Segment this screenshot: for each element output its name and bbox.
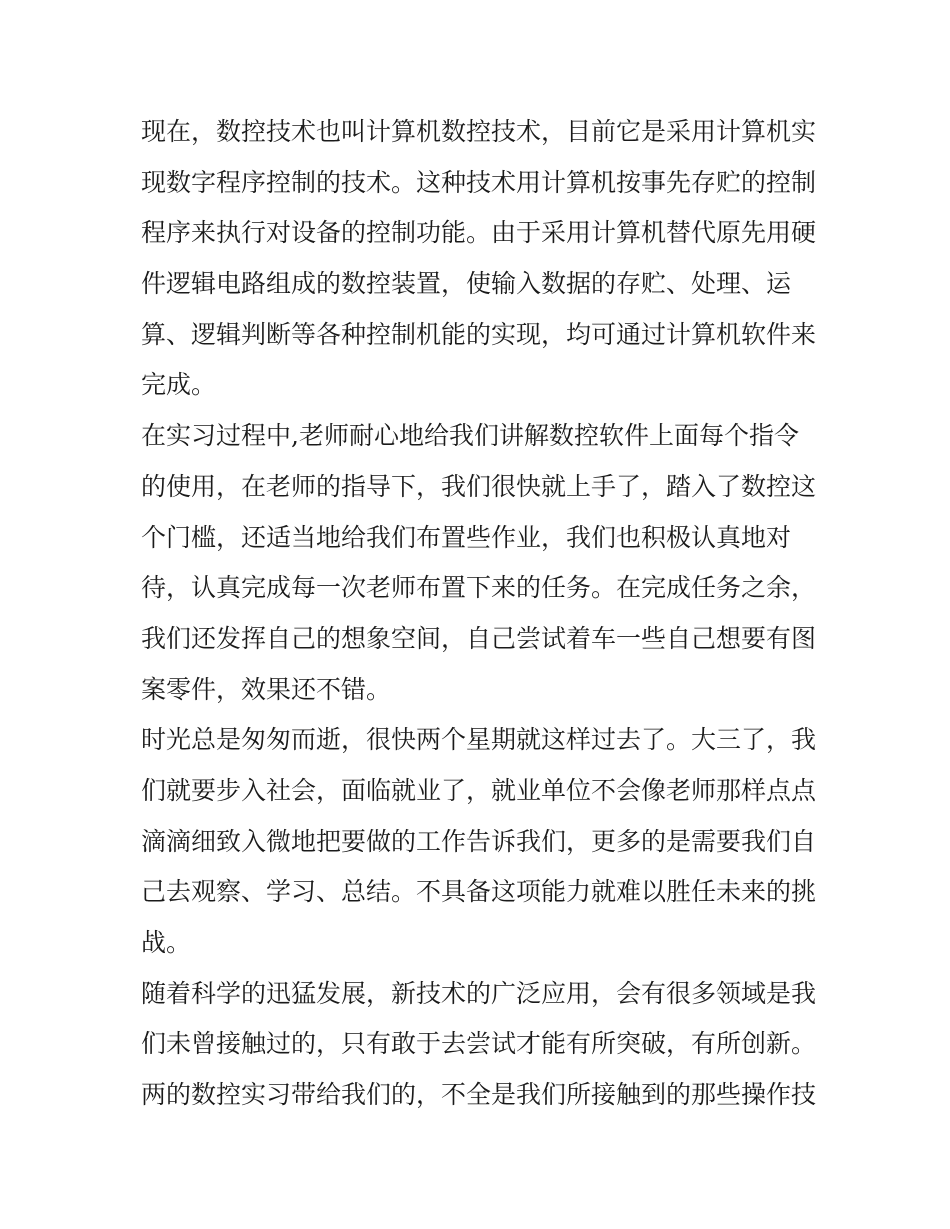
text-line: 程序来执行对设备的控制功能。由于采用计算机替代原先用硬 <box>141 218 817 248</box>
text-line: 己去观察、学习、总结。不具备这项能力就难以胜任未来的挑 <box>141 877 817 907</box>
text-line: 的使用，在老师的指导下，我们很快就上手了，踏入了数控这 <box>141 471 817 501</box>
text-line: 们就要步入社会，面临就业了，就业单位不会像老师那样点点 <box>141 775 817 805</box>
text-line: 案零件，效果还不错。 <box>141 674 392 704</box>
text-line: 现数字程序控制的技术。这种技术用计算机按事先存贮的控制 <box>141 167 817 197</box>
text-line: 战。 <box>141 928 192 957</box>
text-line: 两的数控实习带给我们的，不全是我们所接触到的那些操作技 <box>141 1080 817 1110</box>
text-line: 个门槛，还适当地给我们布置些作业，我们也积极认真地对 <box>141 522 792 552</box>
text-line: 滴滴细致入微地把要做的工作告诉我们，更多的是需要我们自 <box>141 826 817 856</box>
text-line: 时光总是匆匆而逝，很快两个星期就这样过去了。大三了，我 <box>141 725 817 755</box>
text-line: 待，认真完成每一次老师布置下来的任务。在完成任务之余， <box>141 573 817 603</box>
text-line: 完成。 <box>141 370 217 400</box>
text-line: 算、逻辑判断等各种控制机能的实现，均可通过计算机软件来 <box>141 319 817 349</box>
text-line: 我们还发挥自己的想象空间，自己尝试着车一些自己想要有图 <box>141 623 817 653</box>
text-line: 们未曾接触过的，只有敢于去尝试才能有所突破，有所创新。 <box>141 1029 817 1059</box>
text-line: 现在，数控技术也叫计算机数控技术，目前它是采用计算机实 <box>141 117 817 146</box>
text-line: 件逻辑电路组成的数控装置，使输入数据的存贮、处理、运 <box>141 269 792 299</box>
text-line: 随着科学的迅猛发展，新技术的广泛应用，会有很多领域是我 <box>141 978 817 1008</box>
body-text <box>141 107 817 1121</box>
text-line: 在实习过程中,老师耐心地给我们讲解数控软件上面每个指令 <box>141 421 799 451</box>
